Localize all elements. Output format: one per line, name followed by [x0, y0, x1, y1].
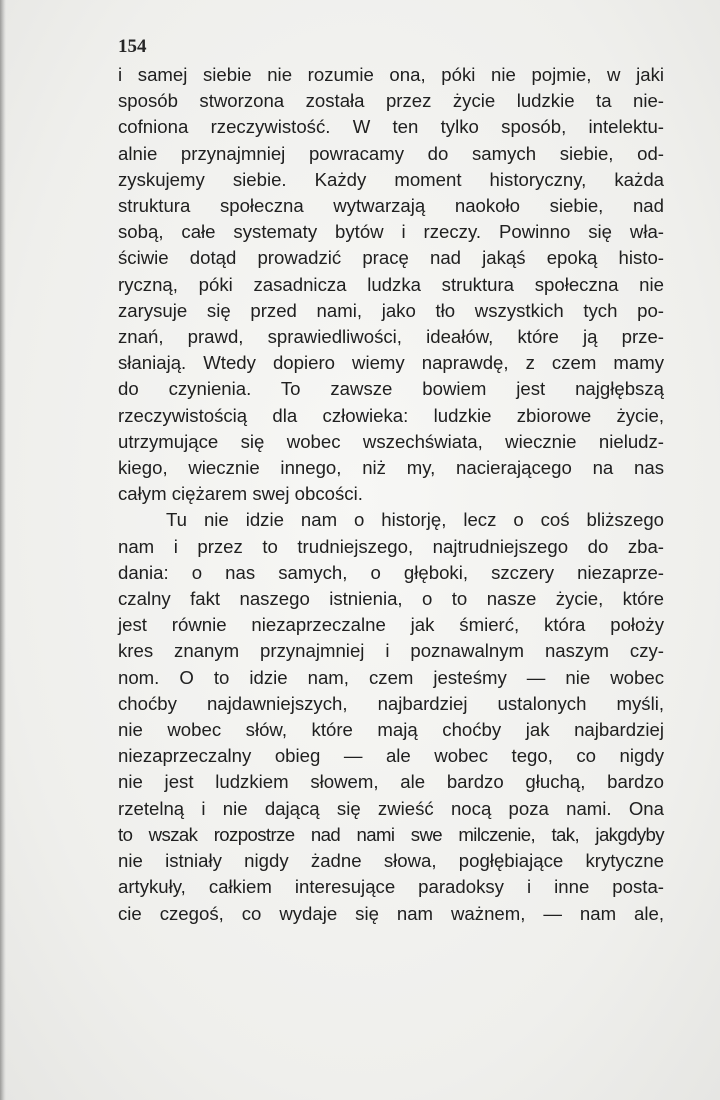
text-line: do czynienia. To zawsze bowiem jest najgłębszą — [118, 378, 664, 400]
text-line: cofniona rzeczywistość. W ten tylko sposób, intelektu- — [118, 116, 664, 138]
text-line: dania: o nas samych, o głęboki, szczery niezaprze- — [118, 561, 664, 583]
text-line: kiego, wiecznie innego, niż my, nacierającego na nas — [118, 457, 664, 479]
paragraph-1 — [118, 62, 664, 507]
text-line: rzetelną i nie dającą się zwieść nocą poza nami. Ona — [118, 797, 664, 819]
body-text — [118, 62, 664, 927]
text-line: ściwie dotąd prowadzić pracę nad jakąś epoką histo- — [118, 247, 664, 269]
text-line: sposób stworzona została przez życie ludzkie ta nie- — [118, 90, 664, 112]
text-line: rzeczywistością dla człowieka: ludzkie zbiorowe życie, — [118, 404, 664, 426]
text-line: i samej siebie nie rozumie ona, póki nie pojmie, w jaki — [118, 64, 664, 85]
text-line: czalny fakt naszego istnienia, o to nasze życie, które — [118, 588, 664, 610]
text-line: zarysuje się przed nami, jako tło wszystkich tych po- — [118, 299, 664, 321]
text-line: choćby najdawniejszych, najbardziej ustalonych myśli, — [118, 692, 664, 714]
text-line: znań, prawd, sprawiedliwości, ideałów, które ją prze- — [118, 326, 664, 348]
text-line: słaniają. Wtedy dopiero wiemy naprawdę, z czem mamy — [118, 352, 664, 374]
text-line: Tu nie idzie nam o historję, lecz o coś bliższego — [166, 509, 664, 531]
text-line: zyskujemy siebie. Każdy moment historyczny, każda — [118, 168, 664, 190]
text-line: nie jest ludzkiem słowem, ale bardzo głuchą, bardzo — [118, 771, 664, 793]
text-line: struktura społeczna wytwarzają naokoło siebie, nad — [118, 195, 664, 217]
text-line: nie istniały nigdy żadne słowa, pogłębiające krytyczne — [118, 850, 664, 872]
text-line: nie wobec słów, które mają choćby jak najbardziej — [118, 719, 664, 741]
text-line: całym ciężarem swej obcości. — [118, 483, 363, 505]
text-line: to wszak rozpostrze nad nami swe milczenie, tak, jakgdyby — [118, 823, 664, 845]
text-line: kres znanym przynajmniej i poznawalnym naszym czy- — [118, 640, 664, 662]
text-line: alnie przynajmniej powracamy do samych siebie, od- — [118, 142, 664, 164]
page-number: 154 — [118, 36, 147, 57]
text-line: jest równie niezaprzeczalne jak śmierć, która położy — [118, 614, 664, 636]
text-line: utrzymujące się wobec wszechświata, wiecznie nieludz- — [118, 430, 664, 452]
page-edge-shadow — [0, 0, 6, 1100]
text-line: artykuły, całkiem interesujące paradoksy i inne posta- — [118, 876, 664, 898]
text-line: nom. O to idzie nam, czem jesteśmy — nie wobec — [118, 666, 664, 688]
text-line: nam i przez to trudniejszego, najtrudniejszego do zba- — [118, 535, 664, 557]
text-line: cie czegoś, co wydaje się nam ważnem, — nam ale, — [118, 902, 664, 924]
text-line: sobą, całe systematy bytów i rzeczy. Powinno się wła- — [118, 221, 664, 243]
paragraph-2 — [118, 507, 664, 926]
text-line: niezaprzeczalny obieg — ale wobec tego, co nigdy — [118, 745, 664, 767]
text-line: ryczną, póki zasadnicza ludzka struktura społeczna nie — [118, 273, 664, 295]
